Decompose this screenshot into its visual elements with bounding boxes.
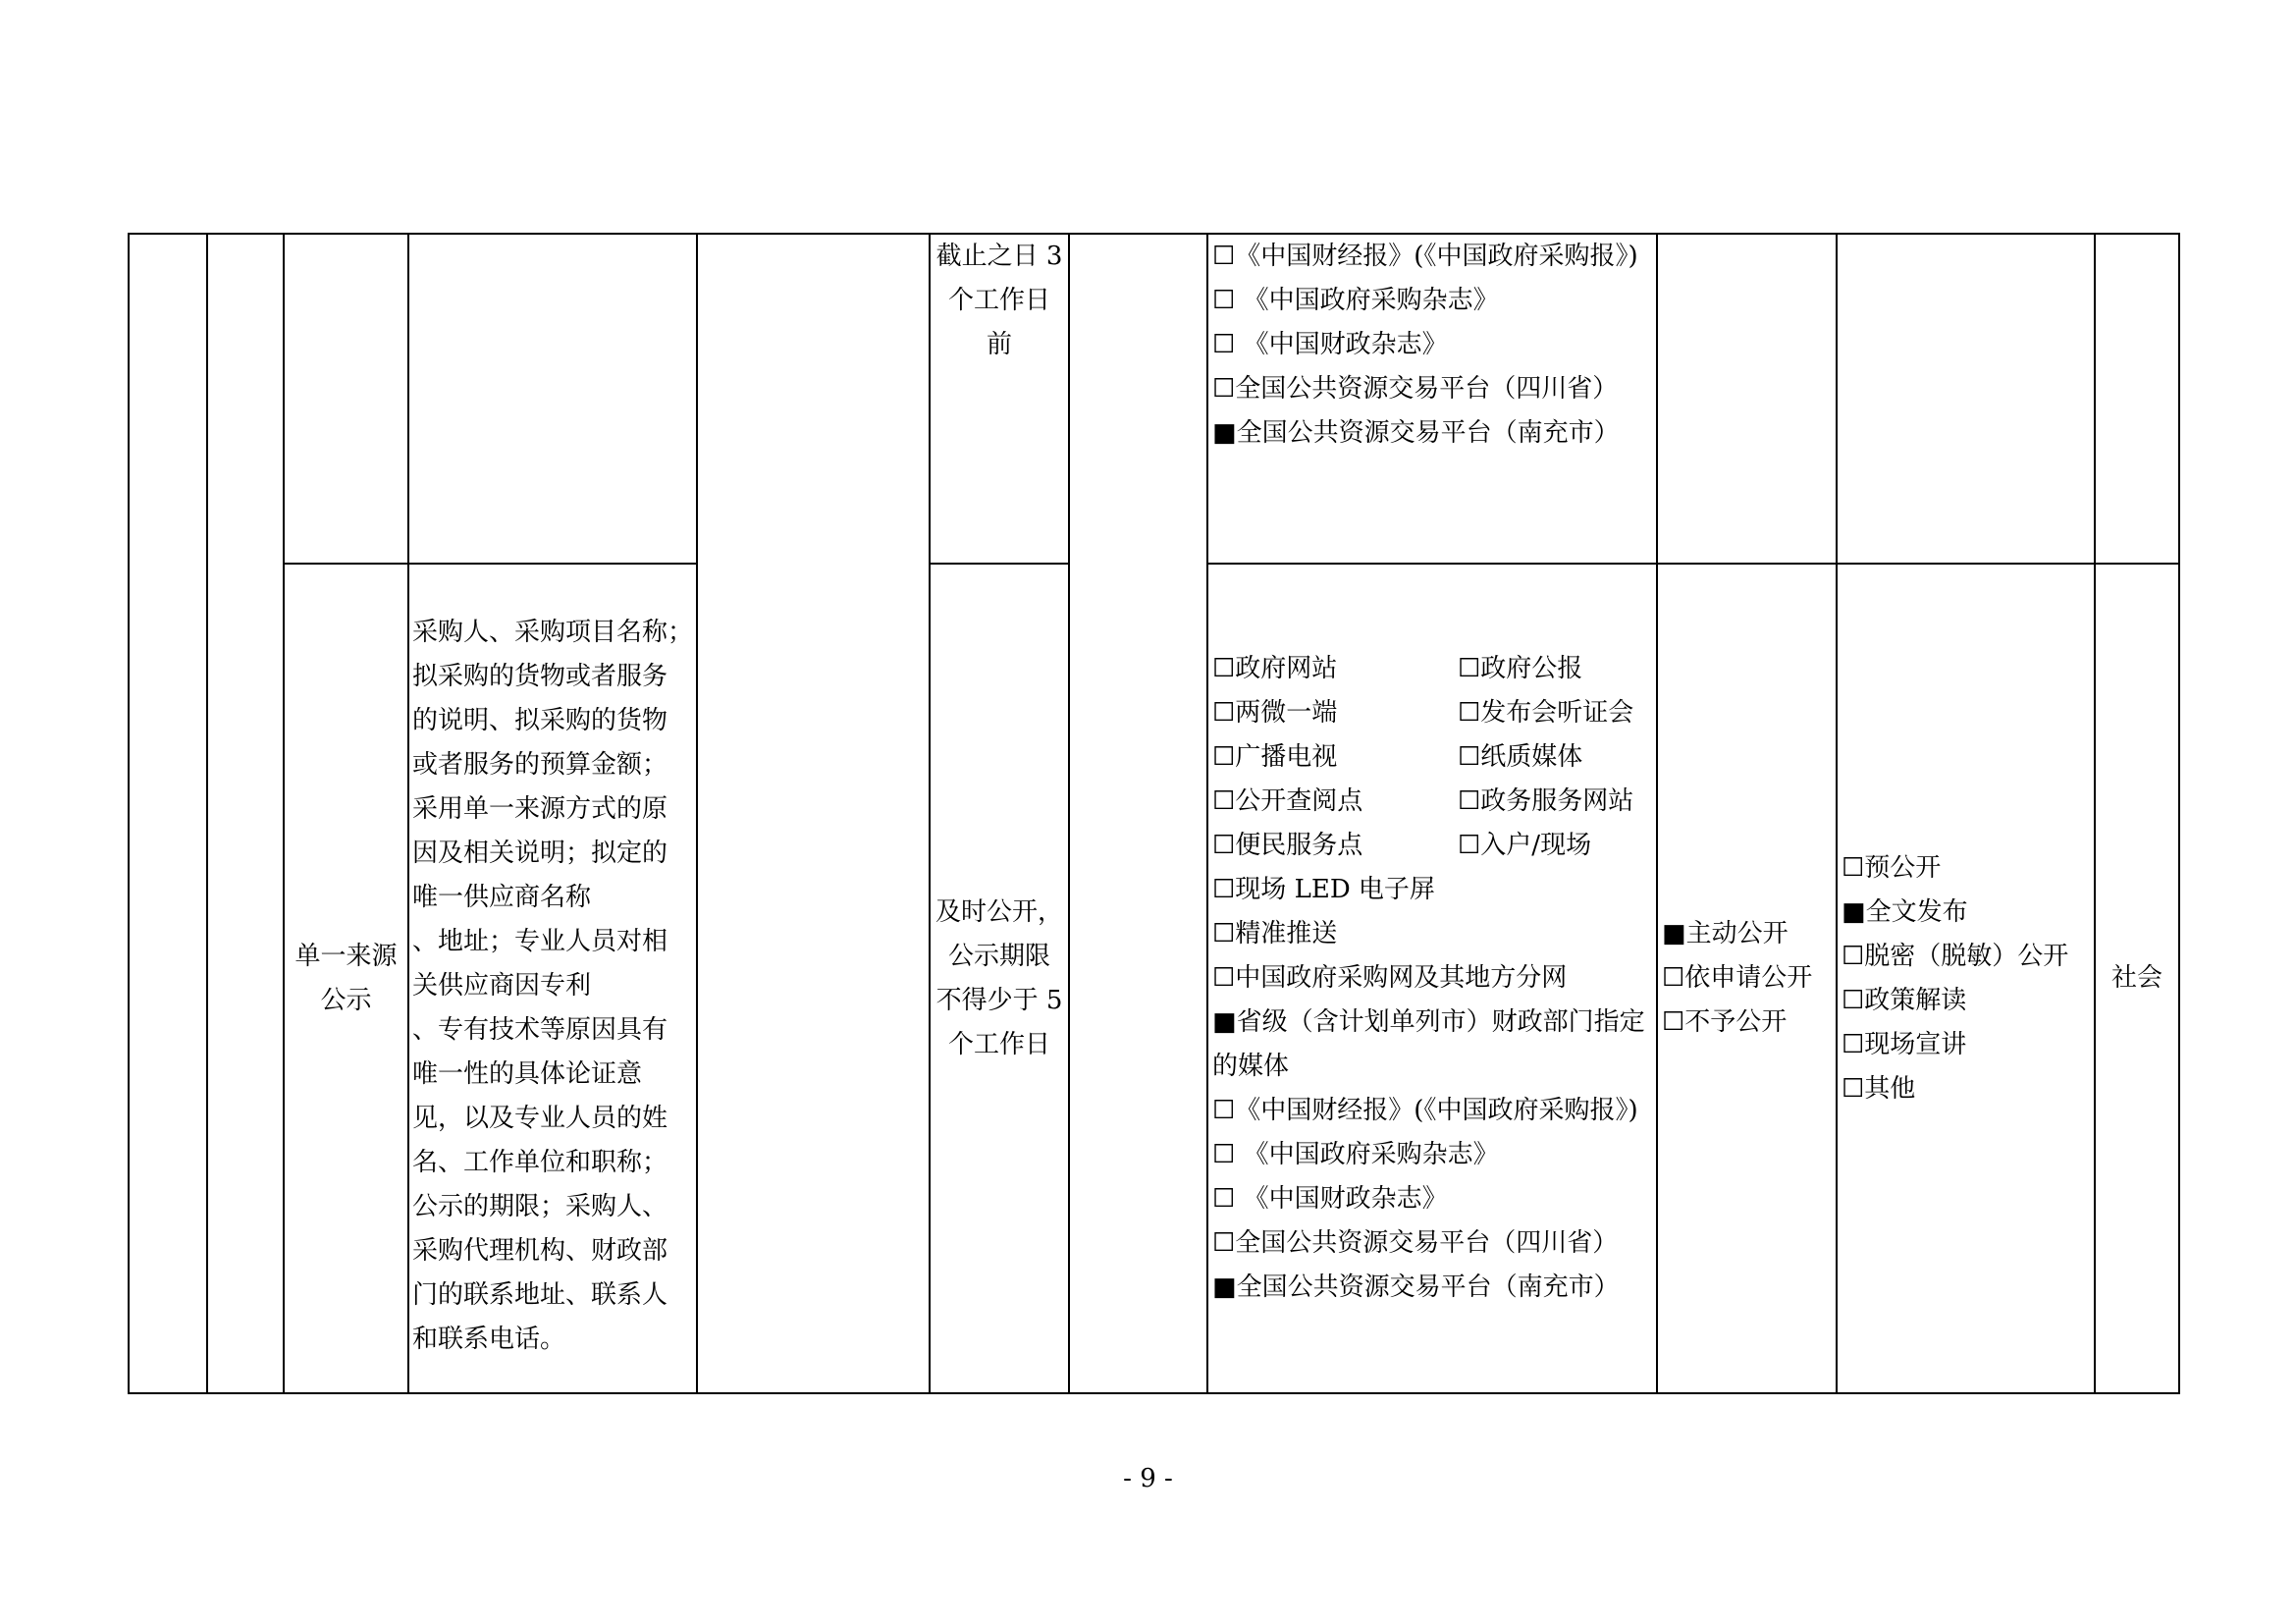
form-option: ☐政策解读: [1842, 985, 1967, 1015]
time-limit-line: 截止之日 3: [935, 242, 1063, 271]
method-option: ☐依申请公开: [1662, 963, 1813, 993]
time-limit-cell: [930, 234, 1069, 564]
scope-text: 社会: [2110, 963, 2163, 993]
content-line: 、专有技术等原因具有: [412, 1015, 668, 1045]
channel-item: ☐《中国财经报》(《中国政府采购报》): [1212, 1096, 1638, 1125]
channel-pair: [1212, 691, 1654, 735]
channel-item: ☐发布会听证会: [1458, 698, 1634, 728]
form-cell: [1837, 564, 2095, 1393]
time-limit-line: 公示期限: [947, 941, 1050, 971]
index-cell: [129, 234, 207, 1393]
channel-item: ☐中国政府采购网及其地方分网: [1212, 963, 1568, 993]
channel-cell: [1207, 234, 1657, 564]
content-line: 采购代理机构、财政部: [412, 1236, 668, 1266]
time-limit-line: 个工作日: [947, 286, 1050, 315]
channel-cell: [1207, 564, 1657, 1393]
disclosure-table: [128, 233, 2180, 1394]
scope-cell: [2095, 564, 2179, 1393]
channel-item: ☐纸质媒体: [1458, 742, 1583, 772]
content-line: 拟采购的货物或者服务: [412, 662, 668, 691]
channel-item: ☐精准推送: [1212, 919, 1338, 948]
channel-item: ■全国公共资源交易平台（南充市）: [1212, 418, 1620, 448]
form-option: ■全文发布: [1842, 896, 1968, 927]
content-line: 公示的期限；采购人、: [412, 1192, 668, 1221]
channel-item: ☐全国公共资源交易平台（四川省）: [1212, 374, 1619, 404]
channel-pair: [1212, 647, 1654, 691]
channel-item: ☐便民服务点: [1212, 831, 1363, 860]
content-cell: [408, 564, 697, 1393]
form-option: ☐现场宣讲: [1842, 1029, 1967, 1059]
content-line: 的说明、拟采购的货物: [412, 706, 668, 735]
time-limit-line: 不得少于 5: [935, 985, 1063, 1015]
channel-item: ■省级（含计划单列市）财政部门指定的媒体: [1212, 1007, 1645, 1081]
channel-item: ☐ 《中国政府采购杂志》: [1212, 286, 1499, 315]
channel-item: ☐《中国财经报》(《中国政府采购报》): [1212, 242, 1638, 271]
channel-item: ☐政府网站: [1212, 654, 1338, 683]
time-limit-line: 及时公开，: [934, 896, 1063, 927]
channel-item: ☐全国公共资源交易平台（四川省）: [1212, 1228, 1619, 1258]
content-line: 采购人、采购项目名称；: [412, 618, 694, 647]
method-cell: [1657, 234, 1837, 564]
time-limit-cell: [930, 564, 1069, 1393]
content-line: 唯一性的具体论证意: [412, 1059, 643, 1089]
table-row: [129, 234, 2179, 564]
content-line: 和联系电话。: [412, 1325, 566, 1354]
method-option: ■主动公开: [1662, 919, 1789, 948]
item-name-cell: [284, 564, 408, 1393]
content-line: 唯一供应商名称: [412, 883, 592, 912]
channel-pair: [1212, 824, 1654, 868]
time-limit-line: 前: [986, 330, 1012, 359]
channel-item: ☐ 《中国政府采购杂志》: [1212, 1140, 1499, 1169]
basis-cell: [697, 234, 930, 1393]
content-line: 、地址；专业人员对相: [412, 927, 668, 956]
channel-item: ☐入户/现场: [1458, 831, 1592, 860]
content-line: 或者服务的预算金额；: [412, 750, 668, 780]
content-cell: [408, 234, 697, 564]
time-limit-line: 个工作日: [947, 1029, 1050, 1059]
channel-item: ☐ 《中国财政杂志》: [1212, 1184, 1448, 1214]
subject-cell: [1069, 234, 1207, 1393]
item-cell: [284, 234, 408, 564]
channel-item: ☐广播电视: [1212, 742, 1338, 772]
channel-pair: [1212, 780, 1654, 824]
channel-item: ☐政府公报: [1458, 654, 1583, 683]
channel-item: ■全国公共资源交易平台（南充市）: [1212, 1272, 1620, 1302]
content-line: 关供应商因专利: [412, 971, 592, 1001]
page-number: - 9 -: [1123, 1464, 1173, 1493]
scope-cell: [2095, 234, 2179, 564]
channel-item: ☐现场 LED 电子屏: [1212, 875, 1435, 904]
item-name: 单一来源公示: [294, 941, 398, 1015]
channel-item: ☐ 《中国财政杂志》: [1212, 330, 1448, 359]
content-line: 采用单一来源方式的原: [412, 794, 668, 824]
form-cell: [1837, 234, 2095, 564]
channel-item: ☐公开查阅点: [1212, 786, 1363, 816]
content-line: 名、工作单位和职称；: [412, 1148, 668, 1177]
channel-item: ☐两微一端: [1212, 698, 1338, 728]
content-line: 见，以及专业人员的姓: [412, 1104, 668, 1133]
category-cell: [207, 234, 284, 1393]
content-line: 门的联系地址、联系人: [412, 1280, 668, 1310]
channel-pair: [1212, 735, 1654, 780]
form-option: ☐其他: [1842, 1073, 1916, 1104]
content-line: 因及相关说明；拟定的: [412, 839, 668, 868]
form-option: ☐预公开: [1842, 852, 1942, 883]
method-cell: [1657, 564, 1837, 1393]
form-option: ☐脱密（脱敏）公开: [1842, 941, 2069, 971]
channel-item: ☐政务服务网站: [1458, 786, 1634, 816]
method-option: ☐不予公开: [1662, 1007, 1788, 1037]
